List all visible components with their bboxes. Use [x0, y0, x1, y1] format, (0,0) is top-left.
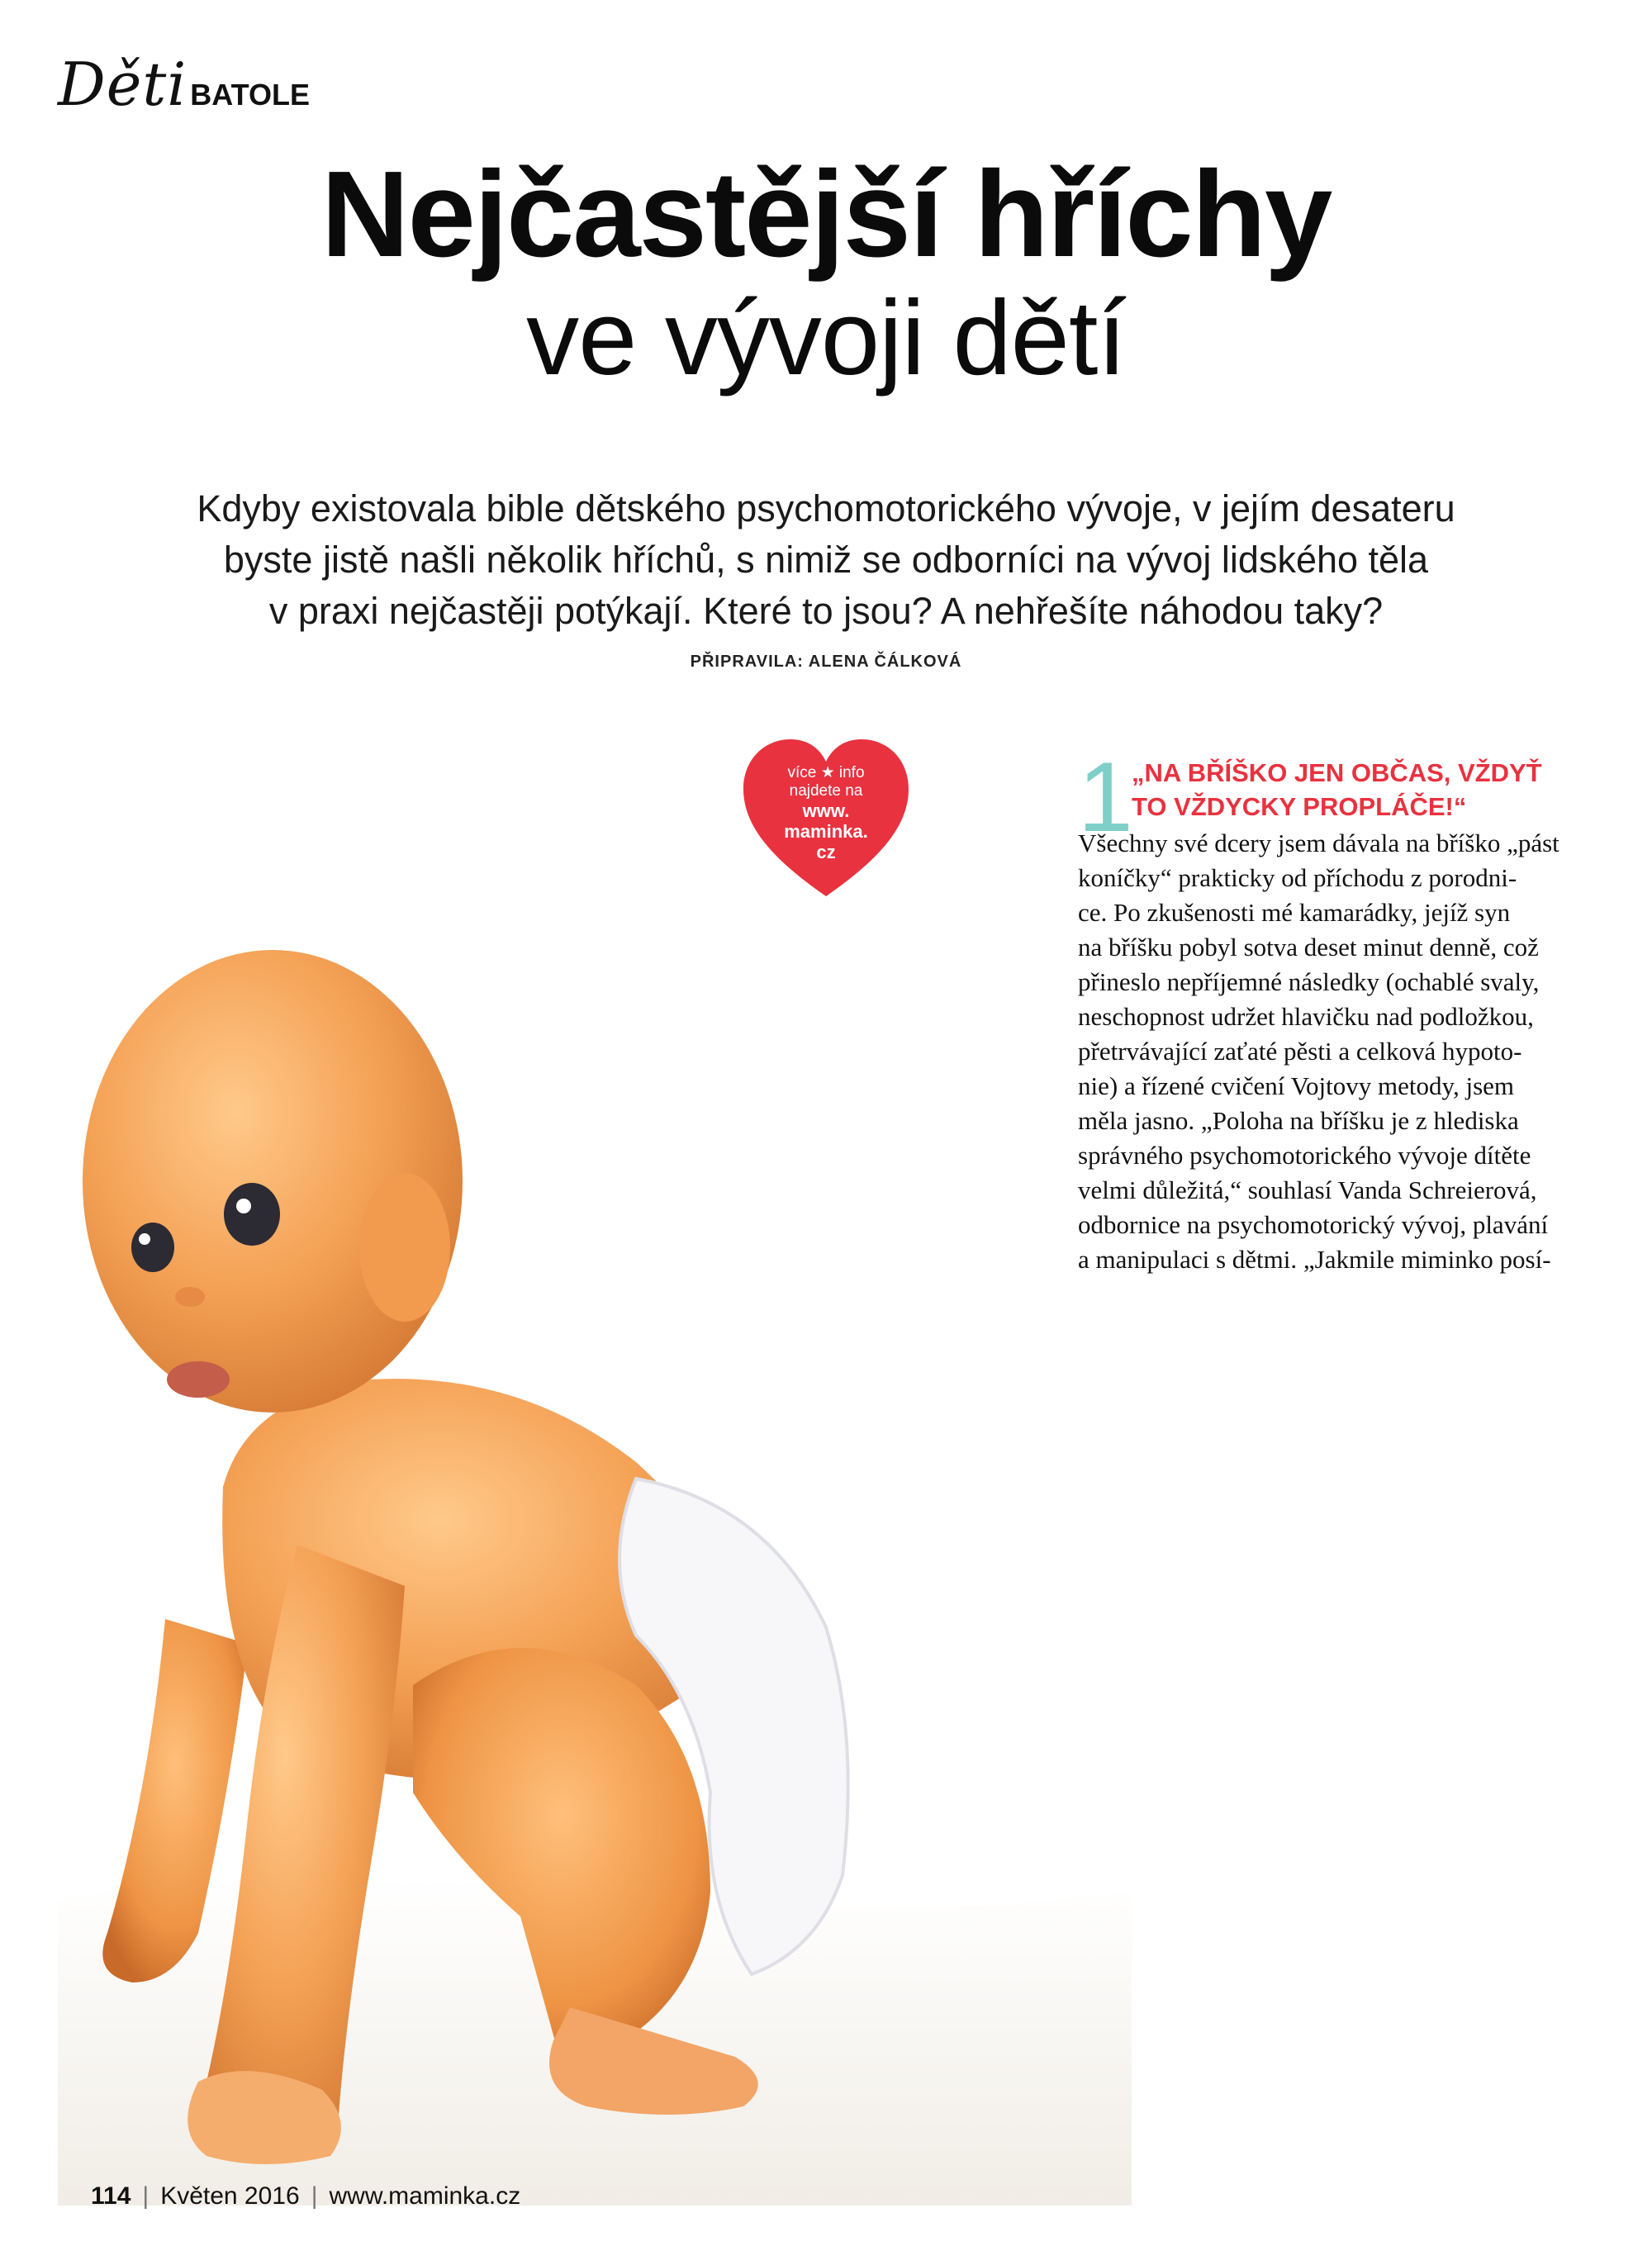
article-number: 1 [1078, 742, 1133, 852]
headline [0, 146, 1652, 397]
body-line: odbornice na psychomotorický vývoj, plavání [1078, 1210, 1549, 1239]
heart-badge-text[interactable] [739, 764, 913, 862]
body-line: velmi důležitá,“ souhlasí Vanda Schreierová, [1078, 1175, 1537, 1204]
body-line: koníčky“ prakticky od příchodu z porodni- [1078, 863, 1517, 892]
body-line: Všechny své dcery jsem dávala na bříško „pást [1078, 829, 1559, 857]
headline-line-1: Nejčastější hříchy [320, 146, 1332, 283]
lead-line: v praxi nejčastěji potýkají. Které to jsou? A nehřešíte náhodou taky? [268, 590, 1384, 632]
body-line: na bříšku pobyl sotva deset minut denně, což [1078, 933, 1539, 962]
lead-paragraph [124, 483, 1528, 637]
byline: PŘIPRAVILA: ALENA ČÁLKOVÁ [690, 653, 962, 671]
body-line: přineslo nepříjemné následky (ochablé svaly, [1078, 967, 1540, 996]
footer-separator: | [142, 2182, 150, 2210]
page-number: 114 [91, 2182, 131, 2210]
body-line: přetrvávající zaťaté pěsti a celková hypoto- [1078, 1037, 1522, 1066]
article-body [1078, 826, 1559, 1277]
page-footer [91, 2182, 520, 2210]
badge-line: více ★ info [787, 764, 865, 781]
body-line: ce. Po zkušenosti mé kamarádky, jejíž syn [1078, 898, 1511, 927]
footer-separator: | [311, 2182, 318, 2210]
headline-line-2: ve vývoji dětí [526, 279, 1126, 397]
badge-line: cz [816, 842, 836, 862]
badge-line: maminka. [784, 821, 868, 842]
body-line: správného psychomotorického vývoje dítěte [1078, 1141, 1531, 1170]
issue-date: Květen 2016 [160, 2182, 300, 2210]
section-name: Děti [58, 50, 188, 119]
badge-line: www. [802, 800, 850, 821]
body-line: měla jasno. „Poloha na bříšku je z hlediska [1078, 1106, 1519, 1135]
body-line: neschopnost udržet hlavičku nad podložkou, [1078, 1002, 1534, 1031]
website-link[interactable]: www.maminka.cz [329, 2182, 521, 2210]
section-subname: BATOLE [190, 78, 310, 112]
section-label [58, 50, 310, 119]
body-line: nie) a řízené cvičení Vojtovy metody, jsem [1078, 1071, 1514, 1100]
article-subhead: „NA BŘÍŠKO JEN OBČAS, VŽDYŤ TO VŽDYCKY PROPLÁČE!“ [1132, 758, 1542, 821]
lead-line: byste jistě našli několik hříchů, s nimiž se odborníci na vývoj lidského těla [223, 539, 1429, 581]
badge-line: najdete na [789, 782, 863, 800]
lead-line: Kdyby existovala bible dětského psychomotorického vývoje, v jejím desateru [197, 487, 1455, 529]
body-line: a manipulaci s dětmi. „Jakmile miminko posí- [1078, 1245, 1551, 1274]
baby-photo [58, 719, 1132, 2206]
